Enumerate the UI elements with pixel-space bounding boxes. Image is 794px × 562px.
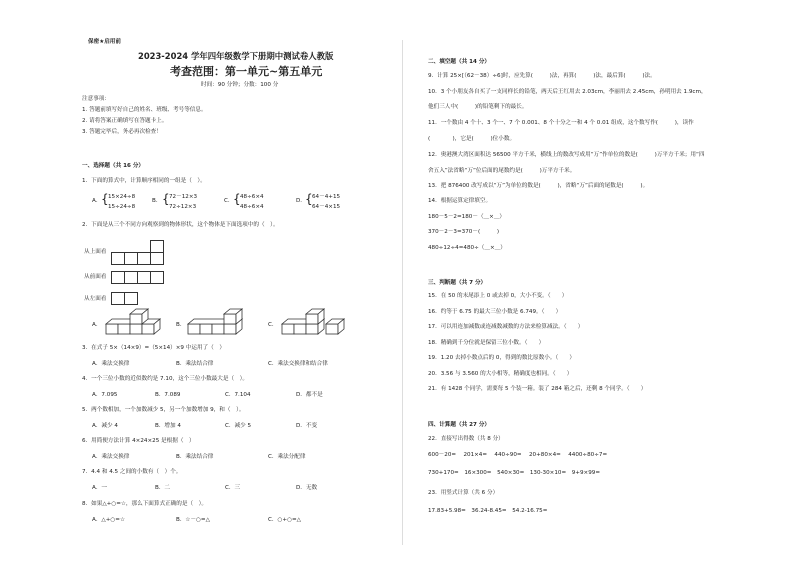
option-label: C．: [224, 198, 234, 204]
note-item: 2. 请将答案正确填写在答题卡上。: [82, 118, 168, 124]
option: D．不变: [296, 423, 318, 429]
option: D．无数: [296, 485, 318, 491]
option: B．二: [155, 485, 171, 491]
option: A．一: [92, 485, 108, 491]
option: B．7.089: [155, 392, 181, 398]
view-label-top: 从上面看: [84, 249, 107, 255]
brace-icon: {: [101, 192, 109, 206]
option: B．乘法结合律: [176, 454, 214, 460]
option-expr: 48÷6×4: [240, 204, 264, 210]
column-divider: [402, 40, 403, 545]
solid-figure-a: [104, 308, 164, 336]
option: C．乘法交换律和结合律: [268, 361, 328, 367]
option: A．乘法交换律: [92, 454, 130, 460]
brace-icon: {: [305, 192, 313, 206]
option-label: A．: [92, 198, 102, 204]
option: C．减少 5: [225, 423, 252, 429]
question-3: 3．在式子 5×（14×9）=（5×14）×9 中运用了（ ）: [82, 345, 225, 351]
cube-square: [137, 271, 151, 284]
secret-label: 保密★启用前: [88, 39, 121, 45]
section-heading: 一、选择题（共 16 分）: [82, 163, 145, 169]
option-expr: 15×24÷8: [108, 194, 136, 200]
option-label: C．: [268, 322, 278, 328]
judgement-item: 19．1.20 去掉小数点后的 0，得到的数比原数小。（ ）: [428, 355, 575, 361]
option: A．减少 4: [92, 423, 118, 429]
calc-row: 17.83+5.98= 36.24-8.45= 54.2-16.75=: [428, 508, 548, 514]
option: A．乘法交换律: [92, 361, 130, 367]
note-item: 3. 答题完毕后，务必再次检查！: [82, 129, 162, 135]
question-23: 23．用竖式计算（共 6 分）: [428, 490, 499, 496]
option: C．三: [225, 485, 241, 491]
option-label: B．: [176, 322, 186, 328]
exam-scope: 考查范围：第一单元~第五单元: [170, 65, 323, 78]
option-expr: 15÷24÷8: [108, 204, 136, 210]
option: B．增加 4: [155, 423, 181, 429]
solid-figure-c: [280, 306, 350, 336]
question-14: 14．根据运算定律填空。: [428, 198, 492, 204]
note-item: 1. 答题前填写好自己的姓名、班级、考号等信息。: [82, 107, 207, 113]
option-expr: 72－12×3: [169, 194, 198, 200]
section-heading: 三、判断题（共 7 分）: [428, 280, 487, 286]
option: C．7.104: [225, 392, 251, 398]
question-6: 6．用简便方法计算 4×24×25 是根据（ ）: [82, 438, 195, 444]
section-heading: 四、计算题（共 27 分）: [428, 422, 491, 428]
question-2: 2．下面是从三个不同方向观察到的物体形状，这个物体是下面选项中的（ ）。: [82, 222, 279, 228]
question-12-cont: 舍五入”法省略“万”位后面的尾数约是( )万平方千米。: [428, 168, 576, 174]
option-label: B．: [152, 198, 162, 204]
equation: 480÷12÷4=480÷（＿×＿）: [428, 245, 506, 251]
cube-square: [150, 240, 164, 253]
solid-figure-b: [186, 308, 250, 336]
option: D．都不是: [296, 392, 323, 398]
brace-icon: {: [233, 192, 241, 206]
option: C．○+○=△: [268, 517, 301, 523]
cube-square: [150, 271, 164, 284]
question-7: 7．4.4 和 4.5 之间的小数有（ ）个。: [82, 469, 182, 475]
option: B．乘法结合律: [176, 361, 214, 367]
brace-icon: {: [162, 192, 170, 206]
option: A．7.095: [92, 392, 118, 398]
cube-square: [111, 292, 125, 305]
question-8: 8．如果△+○=☆，那么下面算式正确的是（ ）。: [82, 501, 208, 507]
question-9: 9．计算 25×[（62－38）÷6]时，应先算( )法，再算( )法，最后算( )法。: [428, 73, 656, 79]
exam-title: 2023-2024 学年四年级数学下册期中测试卷人教版: [138, 51, 334, 61]
option-label: D．: [296, 198, 306, 204]
view-label-left: 从左面看: [84, 296, 107, 302]
equation: 370－2－3=370－( ): [428, 229, 500, 235]
view-label-front: 从前面看: [84, 274, 107, 280]
cube-square: [111, 252, 125, 265]
judgement-item: 16．约等于 6.75 的最大三位小数是 6.749。（ ）: [428, 309, 562, 315]
cube-square: [150, 252, 164, 265]
option: B．☆－○=△: [176, 517, 210, 523]
judgement-item: 17．可以用连加减数或连减数减数的方法来检算减法。（ ）: [428, 324, 584, 330]
cube-square: [124, 292, 138, 305]
question-11-cont: ( )，它是( )位小数。: [428, 136, 516, 142]
cube-square: [111, 271, 125, 284]
option-expr: 72÷12×3: [169, 204, 197, 210]
option-expr: 64－4×15: [312, 204, 341, 210]
cube-square: [137, 252, 151, 265]
option-expr: 48÷6×4: [240, 194, 264, 200]
judgement-item: 15．在 50 的末尾添上 0 或去掉 0，大小不变。（ ）: [428, 293, 568, 299]
option: C．乘法分配律: [268, 454, 306, 460]
cube-square: [124, 271, 138, 284]
equation: 180－5－2=180－（＿×＿）: [428, 214, 506, 220]
calc-row: 730+170= 16×300= 540×30= 130-30×10= 9+9×99=: [428, 470, 601, 476]
question-10-cont: 他们三人中( )的铅笔剩下的最长。: [428, 104, 528, 110]
judgement-item: 18．精确到千分位就是保留三位小数。（ ）: [428, 340, 545, 346]
cube-square: [124, 252, 138, 265]
judgement-item: 21．有 1428 个同学，需要每 5 个装一箱。装了 284 箱之后，还剩 8 个同学。（ ）: [428, 386, 647, 392]
question-1: 1．下面的算式中，计算顺序相同的一组是（ ）。: [82, 178, 206, 184]
option-expr: 64－4+15: [312, 194, 341, 200]
option: A．△+○=☆: [92, 517, 125, 523]
exam-time: 时间：90 分钟；分数：100 分: [201, 82, 279, 88]
question-10: 10．3 个小朋友各自买了一支同样长的铅笔，两天后王红用去 2.03cm，李丽用去 2.45cm，孙明用去 1.9cm，: [428, 89, 707, 95]
question-12: 12．奥港澳大湾区面积达 56500 平方千米，横线上的数改写成用“万”作单位的数是( )万平方千米；用“四: [428, 152, 705, 158]
question-13: 13．把 876400 改写成以“万”为单位的数是( )，省略“万”后面的尾数是( )。: [428, 183, 649, 189]
option-label: A．: [92, 322, 102, 328]
notes-title: 注意事项：: [82, 96, 110, 102]
section-heading: 二、填空题（共 14 分）: [428, 59, 491, 65]
question-22: 22．直接写出得数（共 8 分）: [428, 436, 504, 442]
question-4: 4．一个三位小数的近似数约是 7.10，这个三位小数最大是（ ）。: [82, 376, 249, 382]
question-11: 11．一个数由 4 个十、3 个一、7 个 0.001、8 个十分之一和 4 个 0.01 组成，这个数写作( )，读作: [428, 120, 694, 126]
judgement-item: 20．3.56 与 3.560 的大小相等，精确度也相同。（ ）: [428, 371, 573, 377]
question-5: 5．两个数相加，一个加数减少 5，另一个加数增加 9，和（ ）。: [82, 407, 245, 413]
calc-row: 600－20= 201×4= 440÷90= 20+80×4= 4400÷80÷7=: [428, 452, 608, 458]
